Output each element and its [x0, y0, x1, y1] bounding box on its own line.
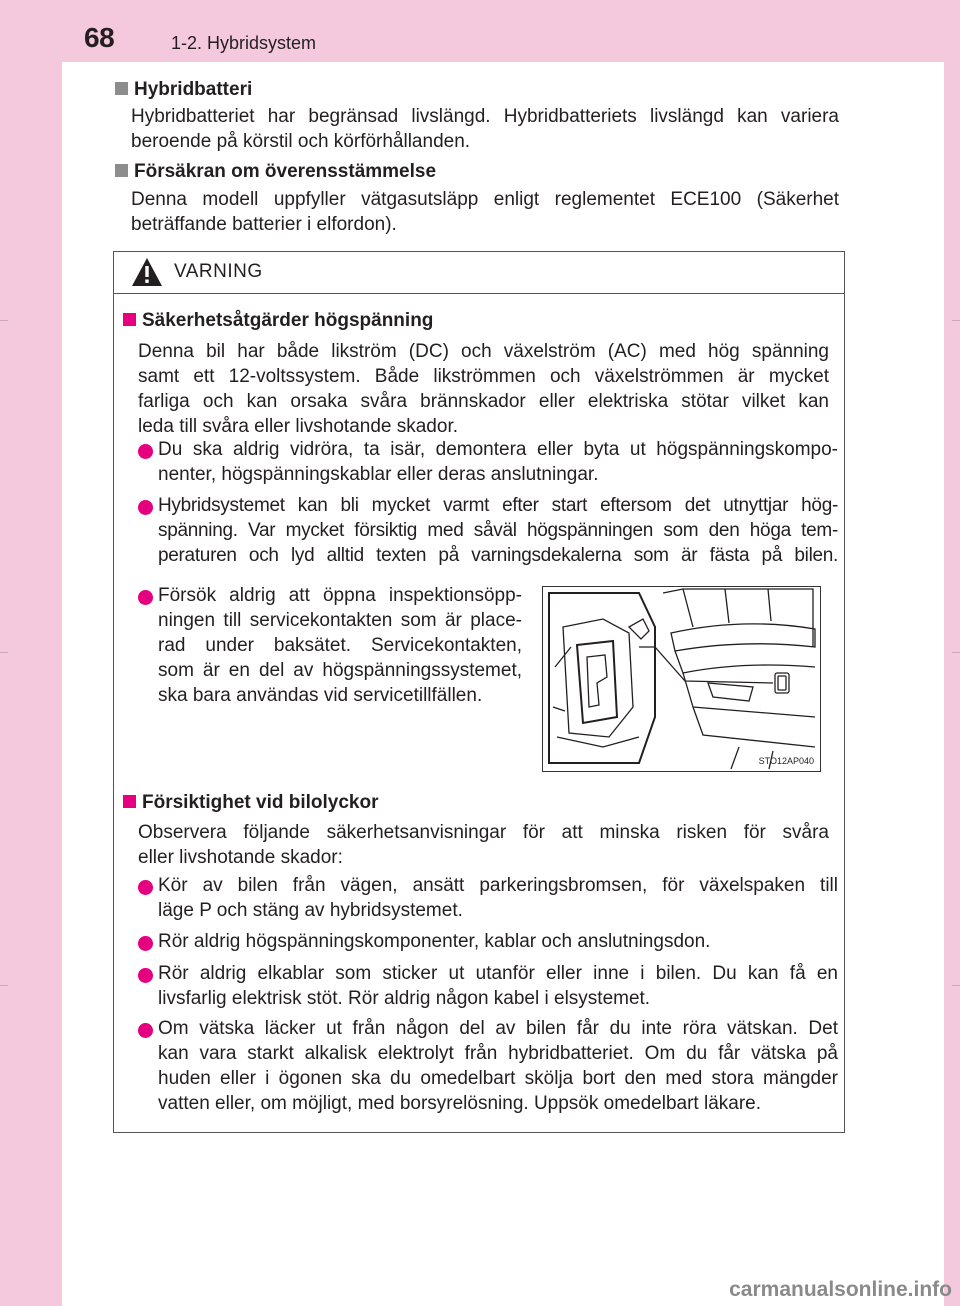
text-line: ska bara användas vid servicetillfällen.: [158, 685, 483, 706]
warning-paragraph-hogspanning: [138, 339, 829, 439]
text-line: Denna bil har både likström (DC) och växelström (AC) med hög spänning: [138, 341, 829, 362]
square-bullet-icon: [115, 82, 128, 95]
text-line: vatten eller, om möjligt, med borsyrelösning. Uppsök omedelbart läkare.: [158, 1093, 762, 1114]
illustration-code: STO12AP040: [758, 756, 814, 766]
crop-mark: [0, 985, 8, 986]
heading-text: Försiktighet vid bilolyckor: [142, 792, 379, 813]
text-line: Du ska aldrig vidröra, ta isär, demontera eller byta ut högspänningskompo-: [158, 439, 838, 460]
text-line: nenter, högspänningskablar eller deras anslutningar.: [158, 464, 599, 485]
text-line: Kör av bilen från vägen, ansätt parkeringsbromsen, för växelspaken till: [158, 875, 838, 896]
bullet-icon: [138, 590, 153, 605]
text-line: Rör aldrig elkablar som sticker ut utanför eller inne i bilen. Du kan få en: [158, 963, 838, 984]
warning-header: [114, 252, 844, 294]
bullet-text: [158, 1016, 838, 1116]
crop-mark: [952, 985, 960, 986]
bullet-text: [158, 873, 838, 923]
warning-heading-hogspanning: [123, 309, 433, 333]
paragraph-hybridbatteri: [131, 104, 839, 154]
bullet-icon: [138, 968, 153, 983]
text-line: spänning. Var mycket försiktig med såväl högspänningen som den höga tem-: [158, 520, 838, 541]
rear-seat-service-plug-drawing: [543, 587, 820, 771]
text-line: eller livshotande skador:: [138, 847, 343, 868]
bullet-text: [158, 961, 838, 1011]
bullet-text: [158, 929, 838, 954]
heading-text: Hybridbatteri: [134, 79, 253, 100]
paragraph-forsakran: [131, 187, 839, 237]
heading-forsakran: [115, 160, 436, 184]
page-number: 68: [84, 22, 115, 53]
bullet-icon: [138, 880, 153, 895]
square-bullet-icon: [123, 795, 136, 808]
warning-title: VARNING: [174, 261, 263, 282]
text-line: samt ett 12-voltssystem. Både likströmmen och växelströmmen är mycket: [138, 366, 829, 387]
text-line: ningen till servicekontakten som är place-: [158, 610, 522, 631]
warning-paragraph-bilolyckor: [138, 820, 829, 870]
text-line: Hybridbatteriet har begränsad livslängd. Hybridbatteriets livslängd kan variera: [131, 106, 839, 127]
heading-text: Försäkran om överensstämmelse: [134, 161, 437, 182]
text-line: peraturen och lyd alltid texten på varningsdekalerna som är fästa på bilen.: [158, 545, 838, 566]
square-bullet-icon: [115, 164, 128, 177]
bullet-icon: [138, 936, 153, 951]
bullet-icon: [138, 1023, 153, 1038]
bullet-text: [158, 437, 838, 487]
text-line: Försök aldrig att öppna inspektionsöpp-: [158, 585, 522, 606]
text-line: Rör aldrig högspänningskomponenter, kablar och anslutningsdon.: [158, 931, 711, 952]
text-line: farliga och kan orsaka svåra brännskador eller elektriska stötar vilket kan: [138, 391, 829, 412]
crop-mark: [952, 320, 960, 321]
text-line: läge P och stäng av hybridsystemet.: [158, 900, 463, 921]
heading-text: Säkerhetsåtgärder högspänning: [142, 310, 434, 331]
text-line: rad under baksätet. Servicekontakten,: [158, 635, 522, 656]
watermark: carmanualsonline.info: [729, 1278, 952, 1301]
text-line: som är en del av högspänningssystemet,: [158, 660, 522, 681]
crop-mark: [0, 652, 8, 653]
bullet-icon: [138, 500, 153, 515]
crop-mark: [0, 320, 8, 321]
bullet-text: [158, 493, 838, 568]
text-line: Om vätska läcker ut från någon del av bilen får du inte röra vätskan. Det: [158, 1018, 838, 1039]
text-line: kan vara starkt alkalisk elektrolyt från hybridbatteriet. Om du får vätska på: [158, 1043, 838, 1064]
text-line: beträffande batterier i elfordon).: [131, 214, 397, 235]
text-line: beroende på körstil och körförhållanden.: [131, 131, 471, 152]
section-title: 1-2. Hybridsystem: [171, 33, 317, 53]
text-line: leda till svåra eller livshotande skador.: [138, 416, 459, 437]
crop-mark: [952, 652, 960, 653]
warning-heading-bilolyckor: [123, 791, 379, 815]
heading-hybridbatteri: [115, 78, 252, 102]
bullet-text: [158, 583, 522, 708]
text-line: Denna modell uppfyller vätgasutsläpp enligt reglementet ECE100 (Säkerhet: [131, 189, 839, 210]
text-line: Hybridsystemet kan bli mycket varmt efter start eftersom det utnyttjar hög-: [158, 495, 838, 516]
text-line: livsfarlig elektrisk stöt. Rör aldrig någon kabel i elsystemet.: [158, 988, 651, 1009]
text-line: Observera följande säkerhetsanvisningar för att minska risken för svåra: [138, 822, 829, 843]
warning-triangle-icon: [130, 256, 164, 288]
service-plug-illustration: [542, 586, 821, 772]
text-line: huden eller i ögonen ska du omedelbart skölja bort den med stora mängder: [158, 1068, 838, 1089]
square-bullet-icon: [123, 313, 136, 326]
bullet-icon: [138, 444, 153, 459]
